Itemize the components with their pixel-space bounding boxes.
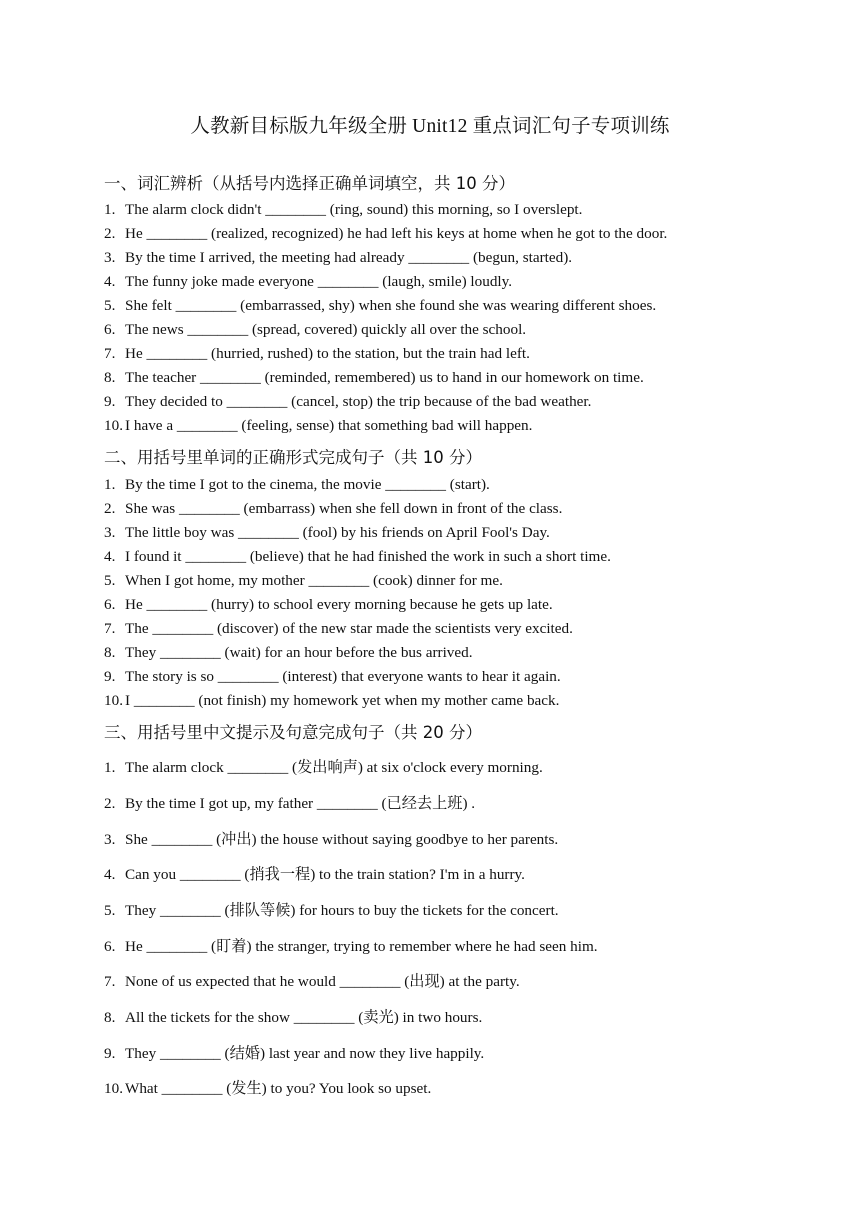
question-item: 3. She ________ (冲出) the house without saying goodbye to her parents. bbox=[104, 831, 559, 848]
question-item: 5. She felt ________ (embarrassed, shy) when she found she was wearing different shoes. bbox=[104, 297, 657, 314]
question-item: 7. The ________ (discover) of the new star made the scientists very excited. bbox=[104, 620, 573, 637]
question-item: 8. The teacher ________ (reminded, remembered) us to hand in our homework on time. bbox=[104, 369, 644, 386]
question-item: 5. When I got home, my mother ________ (cook) dinner for me. bbox=[104, 572, 503, 589]
question-item: 3. The little boy was ________ (fool) by his friends on April Fool's Day. bbox=[104, 524, 550, 541]
question-item: 7. He ________ (hurried, rushed) to the station, but the train had left. bbox=[104, 345, 530, 362]
question-item: 2. By the time I got up, my father ________ (已经去上班) . bbox=[104, 795, 476, 812]
question-item: 2. He ________ (realized, recognized) he had left his keys at home when he got to the door. bbox=[104, 225, 668, 242]
question-item: 9. They decided to ________ (cancel, stop) the trip because of the bad weather. bbox=[104, 393, 592, 410]
question-item: 10. I ________ (not finish) my homework yet when my mother came back. bbox=[104, 692, 560, 709]
question-item: 7. None of us expected that he would ________ (出现) at the party. bbox=[104, 973, 520, 990]
question-item: 9. They ________ (结婚) last year and now they live happily. bbox=[104, 1045, 485, 1062]
question-item: 5. They ________ (排队等候) for hours to buy the tickets for the concert. bbox=[104, 902, 559, 919]
question-item: 9. The story is so ________ (interest) that everyone wants to hear it again. bbox=[104, 668, 561, 685]
question-item: 6. The news ________ (spread, covered) quickly all over the school. bbox=[104, 321, 527, 338]
question-item: 4. I found it ________ (believe) that he had finished the work in such a short time. bbox=[104, 548, 611, 565]
question-item: 6. He ________ (盯着) the stranger, trying to remember where he had seen him. bbox=[104, 938, 598, 955]
section-heading-vocabulary: 一、词汇辨析（从括号内选择正确单词填空，共 10 分） bbox=[104, 174, 515, 193]
question-item: 8. All the tickets for the show ________ (卖光) in two hours. bbox=[104, 1009, 483, 1026]
question-item: 4. Can you ________ (捎我一程) to the train station? I'm in a hurry. bbox=[104, 866, 525, 883]
question-item: 8. They ________ (wait) for an hour before the bus arrived. bbox=[104, 644, 473, 661]
section-heading-word-forms: 二、用括号里单词的正确形式完成句子（共 10 分） bbox=[104, 448, 482, 467]
question-item: 2. She was ________ (embarrass) when she fell down in front of the class. bbox=[104, 500, 563, 517]
question-item: 4. The funny joke made everyone ________ (laugh, smile) loudly. bbox=[104, 273, 513, 290]
question-item: 10. I have a ________ (feeling, sense) that something bad will happen. bbox=[104, 417, 533, 434]
section-heading-chinese-hints: 三、用括号里中文提示及句意完成句子（共 20 分） bbox=[104, 723, 482, 742]
question-item: 1. By the time I got to the cinema, the movie ________ (start). bbox=[104, 476, 490, 493]
question-item: 3. By the time I arrived, the meeting had already ________ (begun, started). bbox=[104, 249, 573, 266]
page-title: 人教新目标版九年级全册 Unit12 重点词汇句子专项训练 bbox=[190, 116, 670, 137]
question-item: 10. What ________ (发生) to you? You look so upset. bbox=[104, 1080, 432, 1097]
question-item: 1. The alarm clock didn't ________ (ring, sound) this morning, so I overslept. bbox=[104, 201, 583, 218]
question-item: 1. The alarm clock ________ (发出响声) at six o'clock every morning. bbox=[104, 759, 543, 776]
question-item: 6. He ________ (hurry) to school every morning because he gets up late. bbox=[104, 596, 553, 613]
